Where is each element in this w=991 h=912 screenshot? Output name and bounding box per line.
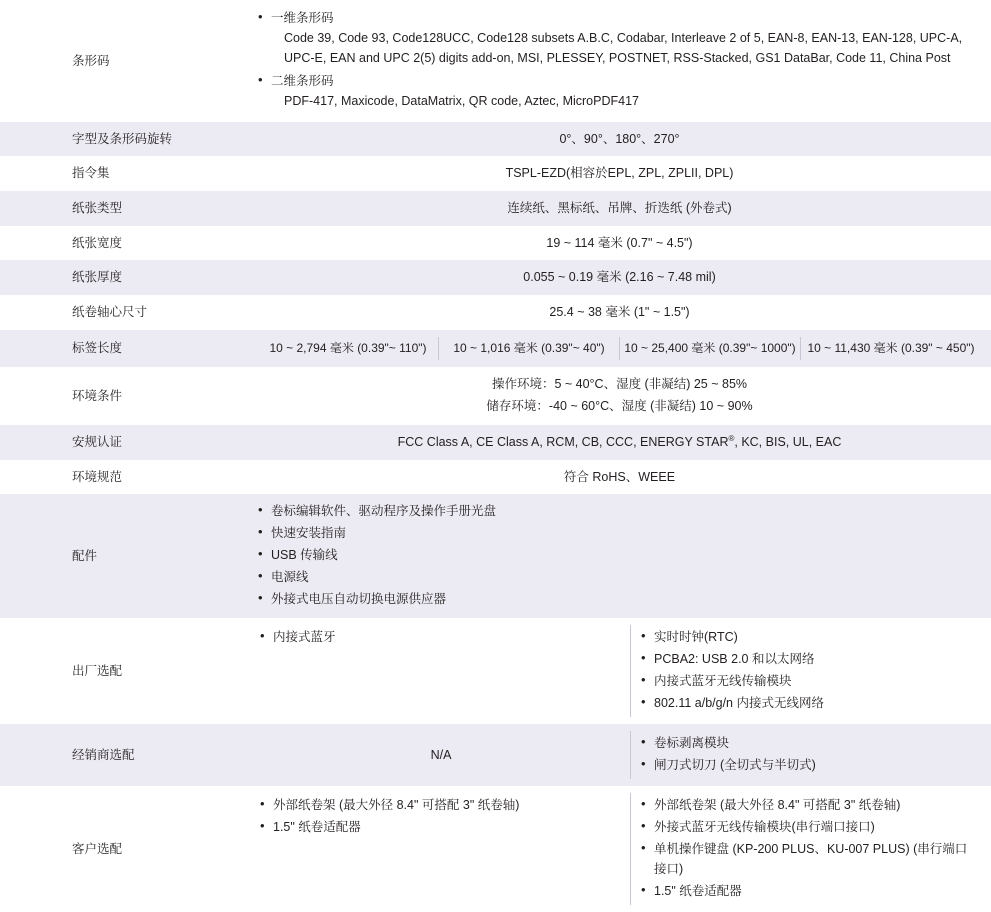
barcode-group-lines [271,28,981,69]
list-item: • 快速安装指南 [258,523,981,543]
row-value-dealer-options [248,724,991,786]
row-value-accessories [248,494,991,618]
table-row [0,786,991,912]
list-item: • 外部纸卷架 (最大外径 8.4" 可搭配 3" 纸卷轴) [260,795,622,815]
row-value: 0°、90°、180°、270° [248,122,991,157]
barcode-line: PDF-417, Maxicode, DataMatrix, QR code, Aztec, MicroPDF417 [284,93,639,108]
row-value-customer-options [248,786,991,912]
list-item: • 卷标编辑软件、驱动程序及操作手册光盘 [258,501,981,521]
table-row [0,295,991,330]
length-segment: 10 ~ 25,400 毫米 (0.39"~ 1000") [619,337,800,361]
list-item: • 内接式蓝牙无线传输模块 [641,671,973,691]
certification-text-before: FCC Class A, CE Class A, RCM, CB, CCC, ENERGY STAR [397,435,729,450]
factory-options-right-list [641,627,973,713]
table-row [0,460,991,495]
label-length-segments [258,337,981,361]
list-item: • 电源线 [258,567,981,587]
row-label: 条形码 [0,0,248,122]
customer-options-right-list [641,795,973,901]
registered-mark: ® [728,434,735,444]
row-value: 25.4 ~ 38 毫米 (1" ~ 1.5") [248,295,991,330]
row-label: 安规认证 [0,425,248,460]
row-label: 纸张类型 [0,191,248,226]
row-value-factory-options [248,618,991,724]
table-row [0,618,991,724]
table-row [0,226,991,261]
row-label: 出厂选配 [0,618,248,724]
barcode-line: UPC-E, EAN and UPC 2(5) digits add-on, MSI, PLESSEY, POSTNET, RSS-Stacked, GS1 DataBar, Code 11, China Post [284,51,951,66]
factory-options-left [258,625,630,717]
list-item: • 闸刀式切刀 (全切式与半切式) [641,755,973,775]
row-value-segments [248,330,991,368]
row-label: 环境规范 [0,460,248,495]
list-item: • 1.5" 纸卷适配器 [260,817,622,837]
row-label: 配件 [0,494,248,618]
row-value: 连续纸、黑标纸、吊牌、折迭纸 (外卷式) [248,191,991,226]
factory-options-columns [258,625,981,717]
table-row [0,367,991,425]
row-label: 纸卷轴心尺寸 [0,295,248,330]
row-label: 纸张厚度 [0,260,248,295]
customer-options-left [258,793,630,905]
list-item: • 单机操作键盘 (KP-200 PLUS、KU-007 PLUS) (串行端口接口) [641,839,973,879]
dealer-options-right [630,731,981,779]
length-segment: 10 ~ 11,430 毫米 (0.39" ~ 450") [800,337,981,361]
length-segment: 10 ~ 1,016 毫米 (0.39"~ 40") [438,337,619,361]
list-item: • 外接式电压自动切换电源供应器 [258,589,981,609]
list-item: • 卷标剥离模块 [641,733,973,753]
list-item: • 外接式蓝牙无线传输模块(串行端口接口) [641,817,973,837]
list-item: • 外部纸卷架 (最大外径 8.4" 可搭配 3" 纸卷轴) [641,795,973,815]
list-item: • 内接式蓝牙 [260,627,622,647]
certification-text-after: , KC, BIS, UL, EAC [734,435,842,450]
list-item: • 实时时钟(RTC) [641,627,973,647]
row-value: TSPL-EZD(相容於EPL, ZPL, ZPLII, DPL) [248,156,991,191]
table-row [0,330,991,368]
list-item [258,71,981,111]
table-row [0,156,991,191]
row-value-barcode [248,0,991,122]
list-item: • PCBA2: USB 2.0 和以太网络 [641,649,973,669]
row-label: 标签长度 [0,330,248,368]
length-segment: 10 ~ 2,794 毫米 (0.39"~ 110") [269,340,427,355]
row-value: 19 ~ 114 毫米 (0.7" ~ 4.5") [248,226,991,261]
customer-options-right [630,793,981,905]
row-label: 客户选配 [0,786,248,912]
row-value: 0.055 ~ 0.19 毫米 (2.16 ~ 7.48 mil) [248,260,991,295]
barcode-group-title: 一维条形码 [271,11,334,25]
accessory-list [258,501,981,609]
factory-options-left-list [260,627,622,647]
table-row [0,494,991,618]
row-label: 字型及条形码旋转 [0,122,248,157]
customer-options-columns [258,793,981,905]
row-label: 经销商选配 [0,724,248,786]
table-row [0,191,991,226]
dealer-options-right-list [641,733,973,775]
barcode-group-list [258,8,981,111]
table-row [0,122,991,157]
dealer-options-columns [258,731,981,779]
list-item: • 802.11 a/b/g/n 内接式无线网络 [641,693,973,713]
barcode-line: Code 39, Code 93, Code128UCC, Code128 subsets A.B.C, Codabar, Interleave 2 of 5, EAN-8, EAN-13, EAN-128, UPC-A, [284,31,963,45]
row-label: 指令集 [0,156,248,191]
row-label: 环境条件 [0,367,248,425]
row-value: 符合 RoHS、WEEE [248,460,991,495]
list-item: • USB 传输线 [258,545,981,565]
customer-options-left-list [260,795,622,837]
table-row [0,260,991,295]
table-row [0,425,991,460]
row-value-lines [248,367,991,425]
environment-lines [258,374,981,418]
table-row [0,0,991,122]
row-label: 纸张宽度 [0,226,248,261]
list-item: • 1.5" 纸卷适配器 [641,881,973,901]
row-value-certifications [248,425,991,460]
barcode-group-lines [271,91,981,111]
dealer-options-left [258,731,630,779]
environment-line: 储存环境：-40 ~ 60°C、湿度 (非凝结) 10 ~ 90% [486,399,753,414]
environment-line: 操作环境：5 ~ 40°C、湿度 (非凝结) 25 ~ 85% [491,377,748,392]
dealer-options-left-value: N/A [430,748,452,763]
barcode-group-title: 二维条形码 [271,73,334,88]
list-item [258,8,981,69]
factory-options-right [630,625,981,717]
table-row [0,724,991,786]
